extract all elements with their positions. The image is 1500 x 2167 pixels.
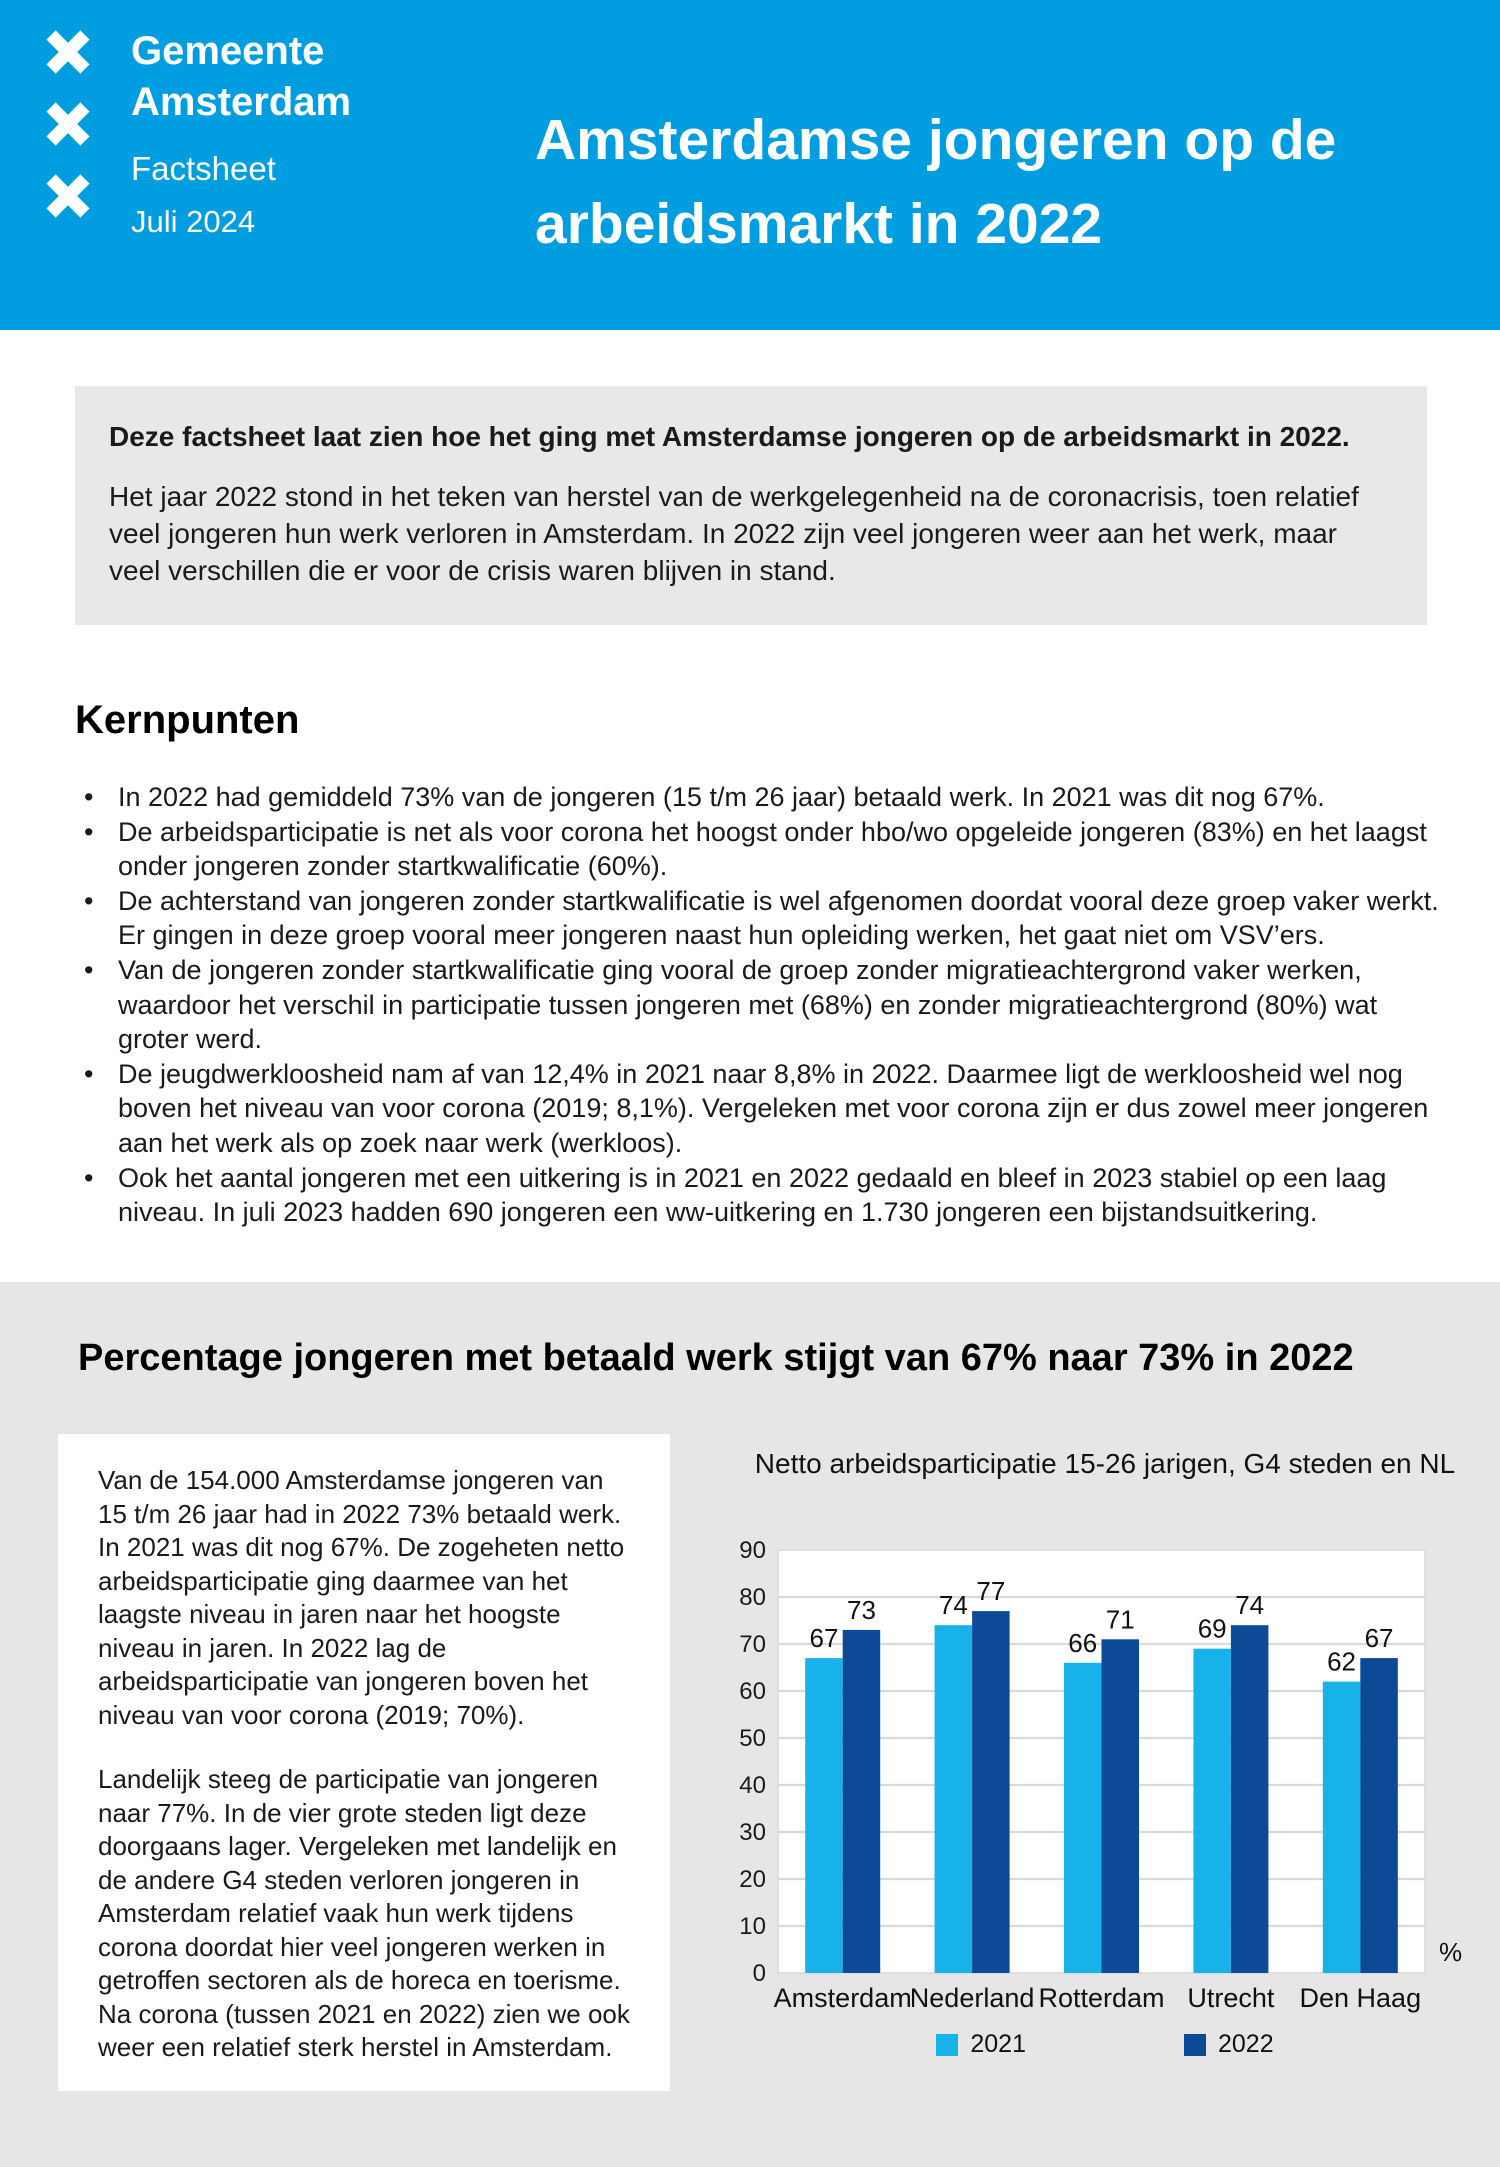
bar-2022-Rotterdam [1102, 1639, 1140, 1973]
brand-line2: Amsterdam [131, 80, 352, 124]
bar-value-label: 77 [976, 1576, 1006, 1607]
bullet-text: In 2022 had gemiddeld 73% van de jongeren (15 t/m 26 jaar) betaald werk. In 2021 was dit nog 67%. [118, 782, 1325, 812]
kernpunten-heading: Kernpunten [75, 698, 300, 742]
kernpunten-bullet [78, 1057, 1453, 1161]
intro-body: Het jaar 2022 stond in het teken van herstel van de werkgelegenheid na de coronacrisis, toen relatief veel jongeren hun werk verloren in Amsterdam. In 2022 zijn veel jongeren weer aan het werk, maar veel verschillen die er voor de crisis waren blijven in stand. [109, 481, 1359, 586]
doc-date: Juli 2024 [131, 204, 256, 239]
y-tick-label: 50 [739, 1725, 766, 1752]
y-tick-label: 40 [739, 1772, 766, 1799]
page-title-line2: arbeidsmarkt in 2022 [535, 192, 1103, 256]
bar-2022-Amsterdam [843, 1630, 881, 1973]
narrative-paragraph-1: Van de 154.000 Amsterdamse jongeren van 15 t/m 26 jaar had in 2022 73% betaald werk. In 2021 was dit nog 67%. De zogeheten netto arbeidsparticipatie ging daarmee van het laagste niveau in jaren naar het hoogste niveau in jaren. In 2022 lag de arbeidsparticipatie van jongeren boven het niveau van voor corona (2019; 70%). [98, 1465, 625, 1730]
bullet-marker: • [84, 816, 94, 847]
bullet-marker: • [84, 1058, 94, 1089]
legend-label: 2021 [970, 2030, 1026, 2058]
kernpunten-bullet [78, 815, 1453, 884]
y-tick-label: 70 [739, 1631, 766, 1658]
bar-value-label: 67 [809, 1623, 839, 1654]
bar-value-label: 62 [1327, 1646, 1357, 1677]
kernpunten-bullet [78, 780, 1453, 815]
doc-type-label: Factsheet [131, 150, 276, 187]
narrative-box [58, 1434, 670, 2091]
section-heading: Percentage jongeren met betaald werk stijgt van 67% naar 73% in 2022 [78, 1337, 1354, 1379]
chart-section [0, 1282, 1500, 2167]
bullet-marker: • [84, 1162, 94, 1193]
bar-2021-Amsterdam [805, 1658, 843, 1973]
bar-value-label: 66 [1068, 1627, 1098, 1658]
bullet-text: De jeugdwerkloosheid nam af van 12,4% in 2021 naar 8,8% in 2022. Daarmee ligt de werkloosheid wel nog boven het niveau van voor corona (2019; 8,1%). Vergeleken met voor corona zijn er dus zowel meer jongeren aan het werk als op zoek naar werk (werkloos). [118, 1058, 1429, 1158]
bullet-text: De arbeidsparticipatie is net als voor corona het hoogst onder hbo/wo opgeleide jongeren (83%) en het laagst onder jongeren zonder startkwalificatie (60%). [118, 816, 1427, 882]
legend-swatch-2021 [936, 2034, 958, 2056]
page-header [0, 0, 1500, 330]
bullet-text: Ook het aantal jongeren met een uitkering is in 2021 en 2022 gedaald en bleef in 2023 stabiel op een laag niveau. In juli 2023 hadden 690 jongeren een ww-uitkering en 1.730 jongeren een bijstandsuitkering. [118, 1162, 1387, 1228]
kernpunten-list [78, 780, 1453, 1230]
chart-legend [720, 2030, 1490, 2059]
bullet-text: Van de jongeren zonder startkwalificatie ging vooral de groep zonder migratieachtergrond vaker werken, waardoor het verschil in participatie tussen jongeren met (68%) en zonder migratieachtergrond (80%) wat groter werd. [118, 954, 1378, 1055]
bar-value-label: 73 [846, 1594, 876, 1625]
legend-item-2022 [1184, 2030, 1274, 2059]
page-title [535, 98, 1336, 266]
y-tick-label: 30 [739, 1819, 766, 1846]
page-title-line1: Amsterdamse jongeren op de [535, 108, 1337, 172]
y-tick-label: 90 [739, 1537, 766, 1564]
bar-2021-Nederland [935, 1625, 973, 1973]
intro-box [75, 386, 1427, 625]
bar-2022-Utrecht [1231, 1625, 1269, 1973]
y-tick-label: 60 [739, 1678, 766, 1705]
bar-value-label: 74 [938, 1590, 968, 1621]
intro-lead: Deze factsheet laat zien hoe het ging met Amsterdamse jongeren op de arbeidsmarkt in 2022. [109, 421, 1350, 452]
amsterdam-logo-icon [44, 30, 92, 226]
chart-title: Netto arbeidsparticipatie 15-26 jarigen, G4 steden en NL [754, 1448, 1456, 1479]
bullet-marker: • [84, 885, 94, 916]
bullet-marker: • [84, 782, 94, 812]
y-tick-label: 80 [739, 1584, 766, 1611]
bar-2021-Rotterdam [1064, 1663, 1102, 1973]
bar-2022-Nederland [972, 1611, 1010, 1973]
y-tick-label: 10 [739, 1913, 766, 1940]
bar-value-label: 74 [1235, 1590, 1265, 1621]
brand-line1: Gemeente [131, 29, 325, 73]
x-axis-label: Rotterdam [1038, 1983, 1165, 2013]
bullet-marker: • [84, 954, 94, 985]
kernpunten-bullet [78, 953, 1453, 1057]
unit-label: % [1439, 1937, 1463, 1967]
x-axis-label: Nederland [909, 1983, 1035, 2013]
narrative-paragraph-2: Landelijk steeg de participatie van jongeren naar 77%. In de vier grote steden ligt deze doorgaans lager. Vergeleken met landelijk en de andere G4 steden verloren jongeren in Amsterdam relatief vaak hun werk tijdens corona doordat hier veel jongeren werken in getroffen sectoren als de horeca en toerisme. Na corona (tussen 2021 en 2022) zien we ook weer een relatief sterk herstel in Amsterdam. [98, 1764, 630, 2062]
y-tick-label: 0 [752, 1960, 766, 1987]
bar-2022-Den Haag [1360, 1658, 1398, 1973]
y-tick-label: 20 [739, 1866, 766, 1893]
brand-name [131, 26, 351, 128]
kernpunten-bullet [78, 1161, 1453, 1230]
x-axis-label: Amsterdam [773, 1983, 912, 2013]
x-axis-label: Utrecht [1187, 1983, 1275, 2013]
x-axis-label: Den Haag [1299, 1983, 1422, 2013]
bar-2021-Den Haag [1323, 1682, 1361, 1973]
bar-chart [700, 1505, 1470, 2025]
bar-value-label: 69 [1197, 1613, 1227, 1644]
legend-item-2021 [936, 2030, 1026, 2059]
legend-swatch-2022 [1184, 2034, 1206, 2056]
kernpunten-bullet [78, 884, 1453, 953]
bar-value-label: 67 [1364, 1623, 1394, 1654]
bar-2021-Utrecht [1193, 1649, 1231, 1973]
bullet-text: De achterstand van jongeren zonder startkwalificatie is wel afgenomen doordat vooral deze groep vaker werkt. Er gingen in deze groep vooral meer jongeren naast hun opleiding werken, het gaat niet om VSV’ers. [118, 885, 1439, 951]
bar-value-label: 71 [1105, 1604, 1135, 1635]
legend-label: 2022 [1218, 2030, 1274, 2058]
